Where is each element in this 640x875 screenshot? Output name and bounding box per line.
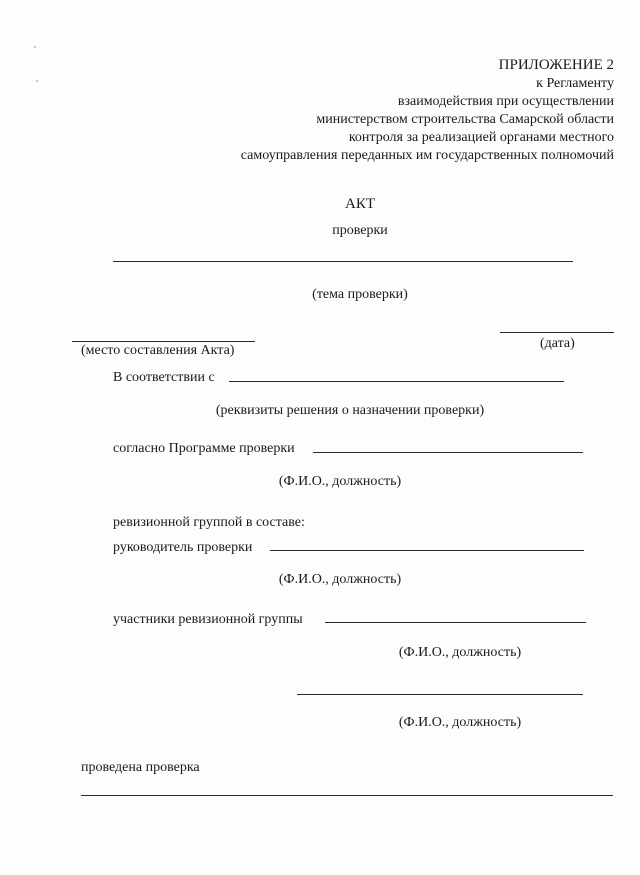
program-line <box>313 452 583 453</box>
accordance-line <box>229 381 564 382</box>
accordance-label: В соответствии с <box>113 370 215 385</box>
group-label: ревизионной группой в составе: <box>113 515 305 530</box>
conducted-label: проведена проверка <box>81 760 200 775</box>
members-label: участники ревизионной группы <box>113 612 303 627</box>
fio-caption: (Ф.И.О., должность) <box>398 645 522 660</box>
leader-line <box>270 550 584 551</box>
header-line: взаимодействия при осуществлении <box>397 94 614 109</box>
member-extra-line <box>297 694 583 695</box>
date-caption: (дата) <box>540 336 575 351</box>
place-caption: (место составления Акта) <box>81 343 235 358</box>
appendix-label: ПРИЛОЖЕНИЕ 2 <box>498 57 614 73</box>
fio-caption: (Ф.И.О., должность) <box>278 572 402 587</box>
document-subtitle: проверки <box>332 223 388 238</box>
topic-line <box>113 261 573 262</box>
scan-speck <box>36 80 38 82</box>
conducted-line <box>81 795 613 796</box>
date-line <box>500 332 614 333</box>
topic-caption: (тема проверки) <box>312 287 408 302</box>
members-line <box>325 622 586 623</box>
leader-label: руководитель проверки <box>113 540 253 555</box>
header-line: самоуправления переданных им государственных полномочий <box>240 148 614 163</box>
scan-speck <box>34 46 36 48</box>
header-line: к Регламенту <box>536 76 614 91</box>
header-line: министерством строительства Самарской области <box>316 112 614 127</box>
requisites-caption: (реквизиты решения о назначении проверки) <box>215 403 485 418</box>
fio-caption: (Ф.И.О., должность) <box>278 474 402 489</box>
program-label: согласно Программе проверки <box>113 441 295 456</box>
fio-caption: (Ф.И.О., должность) <box>398 715 522 730</box>
header-line: контроля за реализацией органами местного <box>348 130 614 145</box>
document-title: АКТ <box>345 196 375 212</box>
